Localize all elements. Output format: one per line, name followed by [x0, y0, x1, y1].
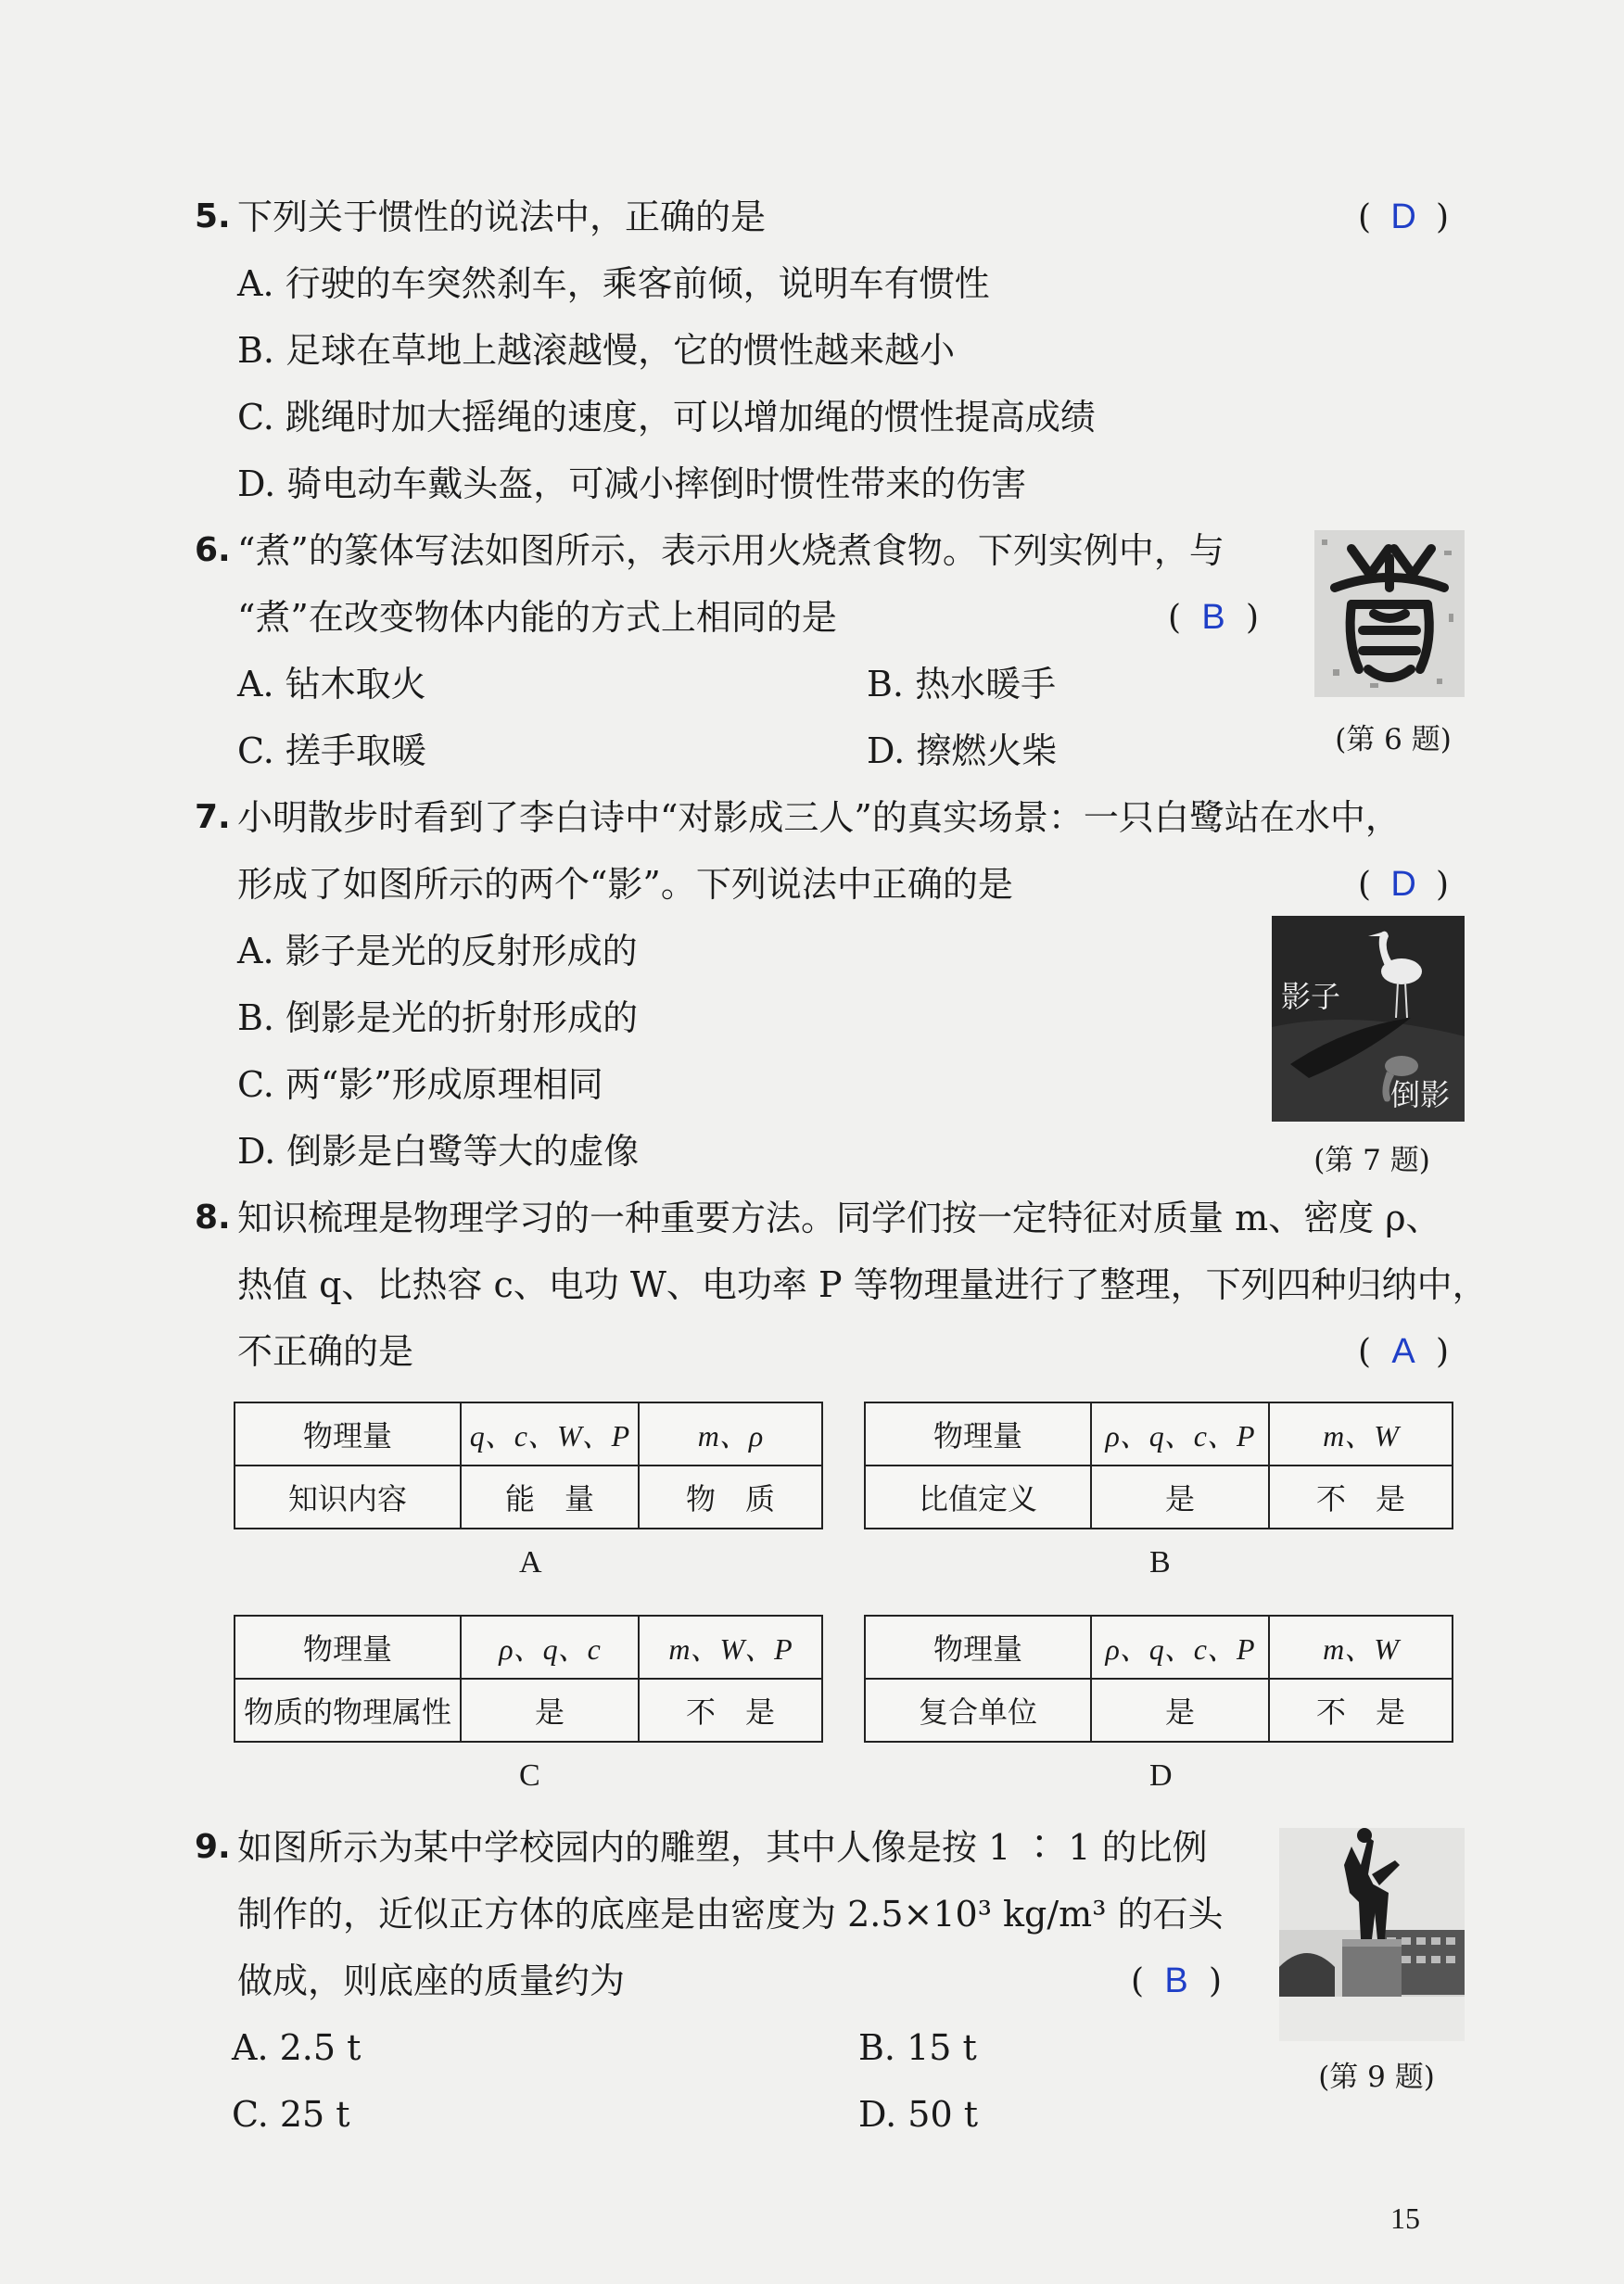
- answer-value: A: [1391, 1332, 1415, 1371]
- shadow-label: 影子: [1281, 979, 1341, 1014]
- answer-value: B: [1164, 1961, 1188, 2000]
- answer-bracket: ( B ): [1168, 584, 1259, 652]
- table-cell: 知识内容: [235, 1466, 461, 1529]
- table-b-label: B: [1149, 1545, 1171, 1580]
- table-cell: 复合单位: [865, 1679, 1091, 1742]
- reflection-label: 倒影: [1390, 1077, 1451, 1112]
- table-a-label: A: [519, 1545, 542, 1580]
- table-b: [864, 1402, 1453, 1529]
- option-b: B. 热水暖手: [867, 664, 1057, 704]
- table-cell: ρ、q、c、P: [1091, 1402, 1269, 1466]
- answer-value: B: [1201, 598, 1225, 637]
- table-row: [235, 1616, 822, 1679]
- table-cell: m、ρ: [639, 1402, 822, 1466]
- question-stem-cont: 热值 q、比热容 c、电功 W、电功率 P 等物理量进行了整理，下列四种归纳中，: [237, 1264, 1488, 1305]
- question-stem: 如图所示为某中学校园内的雕塑，其中人像是按 1 ∶ 1 的比例: [237, 1827, 1208, 1868]
- answer-value: D: [1390, 865, 1416, 904]
- table-cell: 是: [1091, 1679, 1269, 1742]
- table-row: [235, 1402, 822, 1466]
- option-c: C. 25 t: [232, 2094, 350, 2135]
- table-cell: 不 是: [639, 1679, 822, 1742]
- page-number: 15: [1390, 2202, 1420, 2235]
- table-cell: 不 是: [1269, 1679, 1453, 1742]
- figure-9-caption: (第 9 题): [1318, 2061, 1435, 2094]
- option-a: A. 影子是光的反射形成的: [237, 931, 638, 971]
- option-d: D. 擦燃火柴: [867, 730, 1058, 771]
- question-stem-cont: 不正确的是: [237, 1331, 414, 1372]
- table-row: [865, 1616, 1453, 1679]
- answer-bracket: ( B ): [1131, 1948, 1222, 2015]
- table-row: [235, 1679, 822, 1742]
- table-cell: ρ、q、c、P: [1091, 1616, 1269, 1679]
- table-row: [865, 1679, 1453, 1742]
- question-number: 7.: [195, 798, 231, 836]
- option-b: B. 倒影是光的折射形成的: [237, 997, 639, 1038]
- question-number: 9.: [195, 1828, 231, 1866]
- egret-photo: [1272, 916, 1465, 1122]
- option-d: D. 倒影是白鹭等大的虚像: [237, 1131, 640, 1172]
- table-cell: 物质的物理属性: [235, 1679, 461, 1742]
- option-b: B. 足球在草地上越滚越慢，它的惯性越来越小: [237, 330, 956, 371]
- table-row: [235, 1466, 822, 1529]
- question-stem: 下列关于惯性的说法中，正确的是: [237, 197, 767, 237]
- table-cell: q、c、W、P: [461, 1402, 639, 1466]
- table-cell: 是: [461, 1679, 639, 1742]
- table-cell: 物理量: [865, 1402, 1091, 1466]
- table-cell: 是: [1091, 1466, 1269, 1529]
- question-stem-cont: 形成了如图所示的两个“影”。下列说法中正确的是: [237, 864, 1013, 905]
- table-d-label: D: [1149, 1758, 1173, 1793]
- table-d: [864, 1615, 1453, 1743]
- table-cell: 物理量: [235, 1402, 461, 1466]
- table-row: [865, 1402, 1453, 1466]
- option-a: A. 行驶的车突然刹车，乘客前倾，说明车有惯性: [237, 263, 990, 304]
- answer-bracket: ( D ): [1358, 851, 1449, 919]
- option-c: C. 跳绳时加大摇绳的速度，可以增加绳的惯性提高成绩: [237, 397, 1096, 438]
- option-c: C. 搓手取暖: [237, 730, 426, 771]
- option-d: D. 骑电动车戴头盔，可减小摔倒时惯性带来的伤害: [237, 463, 1027, 504]
- table-cell: 物理量: [235, 1616, 461, 1679]
- question-stem-cont: 做成，则底座的质量约为: [237, 1960, 626, 2001]
- seal-script-zhu-image: [1314, 530, 1465, 697]
- table-cell: m、W: [1269, 1616, 1453, 1679]
- question-number: 5.: [195, 197, 231, 235]
- question-stem-cont: 制作的，近似正方体的底座是由密度为 2.5×10³ kg/m³ 的石头: [237, 1894, 1224, 1935]
- question-8: [195, 1185, 1488, 1385]
- question-stem: 小明散步时看到了李白诗中“对影成三人”的真实场景：一只白鹭站在水中，: [237, 797, 1401, 838]
- question-stem: “煮”的篆体写法如图所示，表示用火烧煮食物。下列实例中，与: [237, 530, 1224, 571]
- answer-bracket: ( D ): [1358, 184, 1449, 251]
- table-c-label: C: [519, 1758, 540, 1793]
- table-row: [865, 1466, 1453, 1529]
- table-cell: m、W、P: [639, 1616, 822, 1679]
- sculpture-photo: [1279, 1828, 1465, 2041]
- question-stem: 知识梳理是物理学习的一种重要方法。同学们按一定特征对质量 m、密度 ρ、: [237, 1198, 1441, 1238]
- option-b: B. 15 t: [858, 2027, 977, 2068]
- table-c: [234, 1615, 823, 1743]
- question-5: [195, 184, 1474, 517]
- table-cell: 物 质: [639, 1466, 822, 1529]
- option-c: C. 两“影”形成原理相同: [237, 1064, 603, 1105]
- table-cell: 物理量: [865, 1616, 1091, 1679]
- table-cell: 不 是: [1269, 1466, 1453, 1529]
- question-number: 8.: [195, 1199, 231, 1237]
- answer-value: D: [1390, 197, 1416, 236]
- table-cell: 比值定义: [865, 1466, 1091, 1529]
- table-cell: ρ、q、c: [461, 1616, 639, 1679]
- option-a: A. 钻木取火: [237, 664, 426, 704]
- table-a: [234, 1402, 823, 1529]
- question-number: 6.: [195, 531, 231, 569]
- table-cell: m、W: [1269, 1402, 1453, 1466]
- answer-bracket: ( A ): [1358, 1318, 1449, 1386]
- question-stem-cont: “煮”在改变物体内能的方式上相同的是: [237, 597, 837, 638]
- option-a: A. 2.5 t: [232, 2027, 362, 2068]
- figure-7-caption: (第 7 题): [1313, 1144, 1430, 1177]
- figure-6-caption: (第 6 题): [1335, 723, 1452, 756]
- question-6: [195, 517, 1474, 784]
- option-d: D. 50 t: [858, 2094, 978, 2135]
- table-cell: 能 量: [461, 1466, 639, 1529]
